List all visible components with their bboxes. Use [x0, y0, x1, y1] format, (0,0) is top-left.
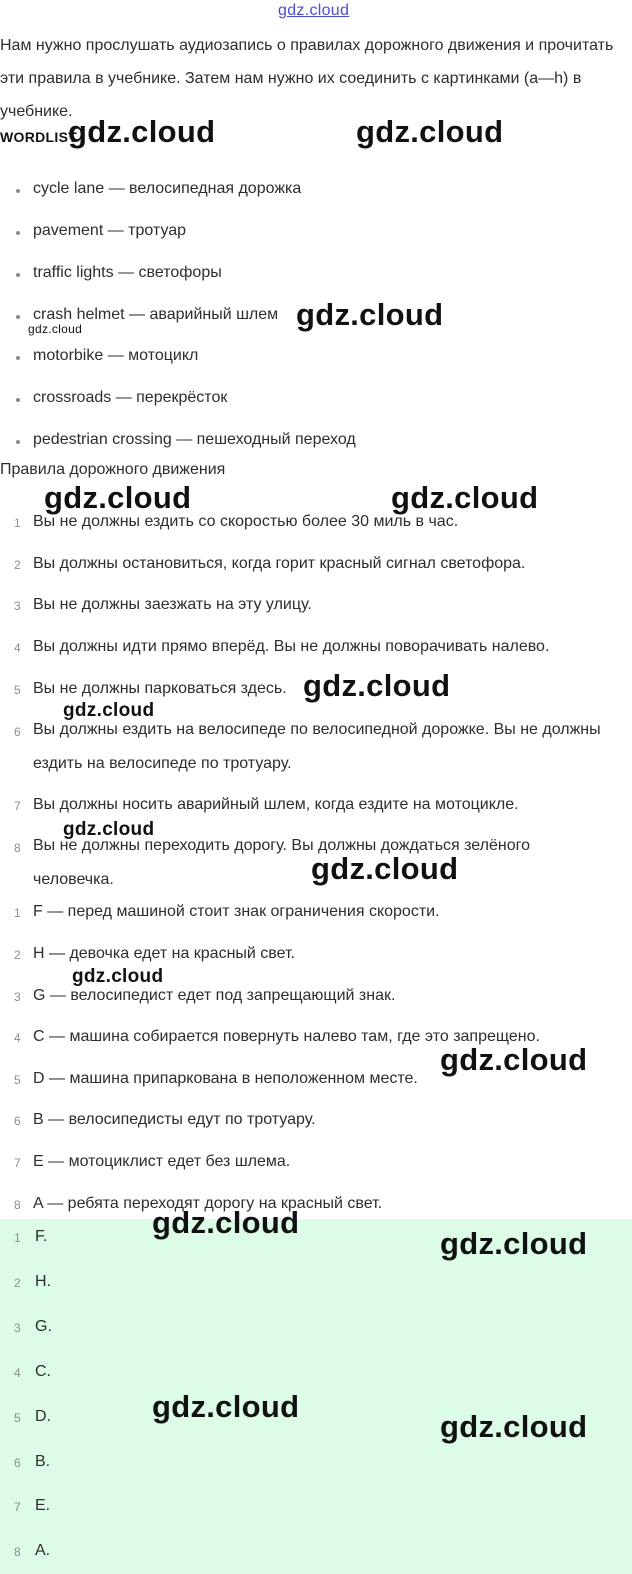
- watermark: gdz.cloud: [28, 322, 83, 336]
- match-text: B — велосипедисты едут по тротуару.: [33, 1111, 316, 1128]
- match-number: 7: [14, 1156, 21, 1170]
- watermark: gdz.cloud: [303, 668, 451, 703]
- match-number: 1: [14, 906, 21, 920]
- match-text: H — девочка едет на красный свет.: [33, 945, 295, 962]
- watermark: gdz.cloud: [311, 851, 459, 886]
- bullet-icon: [16, 231, 20, 235]
- rule-text: Вы должны идти прямо вперёд. Вы не должны поворачивать налево.: [33, 638, 550, 655]
- wordlist-item-text: motorbike — мотоцикл: [33, 347, 199, 364]
- intro-text: Нам нужно прослушать аудиозапись о правилах дорожного движения и прочитать эти правила в учебнике. Затем нам нужно их соединить с картинками (a—h) в учебнике.: [0, 37, 614, 120]
- wordlist-item-text: pedestrian crossing — пешеходный переход: [33, 431, 356, 448]
- watermark: gdz.cloud: [356, 114, 504, 149]
- match-number: 6: [14, 1114, 21, 1128]
- match-number: 3: [14, 990, 21, 1004]
- match-text: G — велосипедист едет под запрещающий знак.: [33, 987, 396, 1004]
- answer-number: 8: [14, 1545, 21, 1559]
- watermark: gdz.cloud: [296, 297, 444, 332]
- rule-text: Вы должны остановиться, когда горит красный сигнал светофора.: [33, 555, 526, 572]
- match-number: 2: [14, 948, 21, 962]
- match-number: 4: [14, 1031, 21, 1045]
- match-text: C — машина собирается повернуть налево там, где это запрещено.: [33, 1028, 540, 1045]
- answer-number: 7: [14, 1500, 21, 1514]
- wordlist-item-text: cycle lane — велосипедная дорожка: [33, 180, 302, 197]
- wordlist-item-text: traffic lights — светофоры: [33, 264, 222, 281]
- answer-box: [0, 1219, 632, 1574]
- bullet-icon: [16, 273, 20, 277]
- answer-text: E.: [35, 1497, 51, 1514]
- watermark: gdz.cloud: [440, 1042, 588, 1077]
- match-text: F — перед машиной стоит знак ограничения скорости.: [33, 903, 440, 920]
- rule-text: Вы не должны переходить дорогу. Вы должны дождаться зелёного человечка.: [33, 837, 531, 888]
- wordlist-item-text: crossroads — перекрёсток: [33, 389, 228, 406]
- rule-number: 7: [14, 799, 21, 813]
- match-text: E — мотоциклист едет без шлема.: [33, 1153, 291, 1170]
- rule-text: Вы не должны ездить со скоростью более 30 миль в час.: [33, 513, 459, 530]
- watermark: gdz.cloud: [63, 819, 155, 840]
- rule-number: 3: [14, 599, 21, 613]
- watermark: gdz.cloud: [72, 966, 164, 987]
- answer-number: 2: [14, 1276, 21, 1290]
- watermark: gdz.cloud: [391, 480, 539, 515]
- bullet-icon: [16, 440, 20, 444]
- answer-text: F.: [35, 1228, 48, 1245]
- wordlist-title: WORDLIST: [0, 129, 78, 145]
- answer-text: C.: [35, 1363, 51, 1380]
- rule-text: Вы должны ездить на велосипеде по велосипедной дорожке. Вы не должны ездить на велосипеде по тротуару.: [33, 721, 601, 772]
- bullet-icon: [16, 315, 20, 319]
- rule-number: 4: [14, 641, 21, 655]
- rule-text: Вы не должны заезжать на эту улицу.: [33, 596, 312, 613]
- answer-number: 3: [14, 1321, 21, 1335]
- wordlist-item-text: pavement — тротуар: [33, 222, 187, 239]
- bullet-icon: [16, 189, 20, 193]
- match-number: 8: [14, 1198, 21, 1212]
- rule-number: 5: [14, 683, 21, 697]
- rule-number: 2: [14, 558, 21, 572]
- answer-number: 1: [14, 1231, 21, 1245]
- bullet-icon: [16, 398, 20, 402]
- watermark: gdz.cloud: [152, 1389, 300, 1424]
- answer-text: H.: [35, 1273, 51, 1290]
- rule-row: [0, 713, 620, 783]
- match-number: 5: [14, 1073, 21, 1087]
- answer-number: 4: [14, 1366, 21, 1380]
- answer-text: G.: [35, 1318, 52, 1335]
- watermark: gdz.cloud: [63, 700, 155, 721]
- watermark: gdz.cloud: [440, 1226, 588, 1261]
- rule-text: Вы не должны парковаться здесь.: [33, 680, 287, 697]
- rule-number: 6: [14, 725, 21, 739]
- answer-number: 5: [14, 1411, 21, 1425]
- rule-number: 8: [14, 841, 21, 855]
- rule-number: 1: [14, 516, 21, 530]
- rule-text: Вы должны носить аварийный шлем, когда ездите на мотоцикле.: [33, 796, 519, 813]
- match-text: D — машина припаркована в неположенном месте.: [33, 1070, 418, 1087]
- answer-number: 6: [14, 1456, 21, 1470]
- watermark: gdz.cloud: [44, 480, 192, 515]
- wordlist-item-text: crash helmet — аварийный шлем: [33, 306, 279, 323]
- watermark: gdz.cloud: [68, 114, 216, 149]
- answer-text: D.: [35, 1408, 51, 1425]
- watermark: gdz.cloud: [152, 1205, 300, 1240]
- answer-text: A.: [35, 1542, 51, 1559]
- answer-text: B.: [35, 1453, 51, 1470]
- bullet-icon: [16, 356, 20, 360]
- watermark: gdz.cloud: [440, 1409, 588, 1444]
- watermark-link[interactable]: gdz.cloud: [278, 2, 350, 19]
- match-text: A — ребята переходят дорогу на красный свет.: [33, 1195, 383, 1212]
- rules-title: Правила дорожного движения: [0, 461, 226, 478]
